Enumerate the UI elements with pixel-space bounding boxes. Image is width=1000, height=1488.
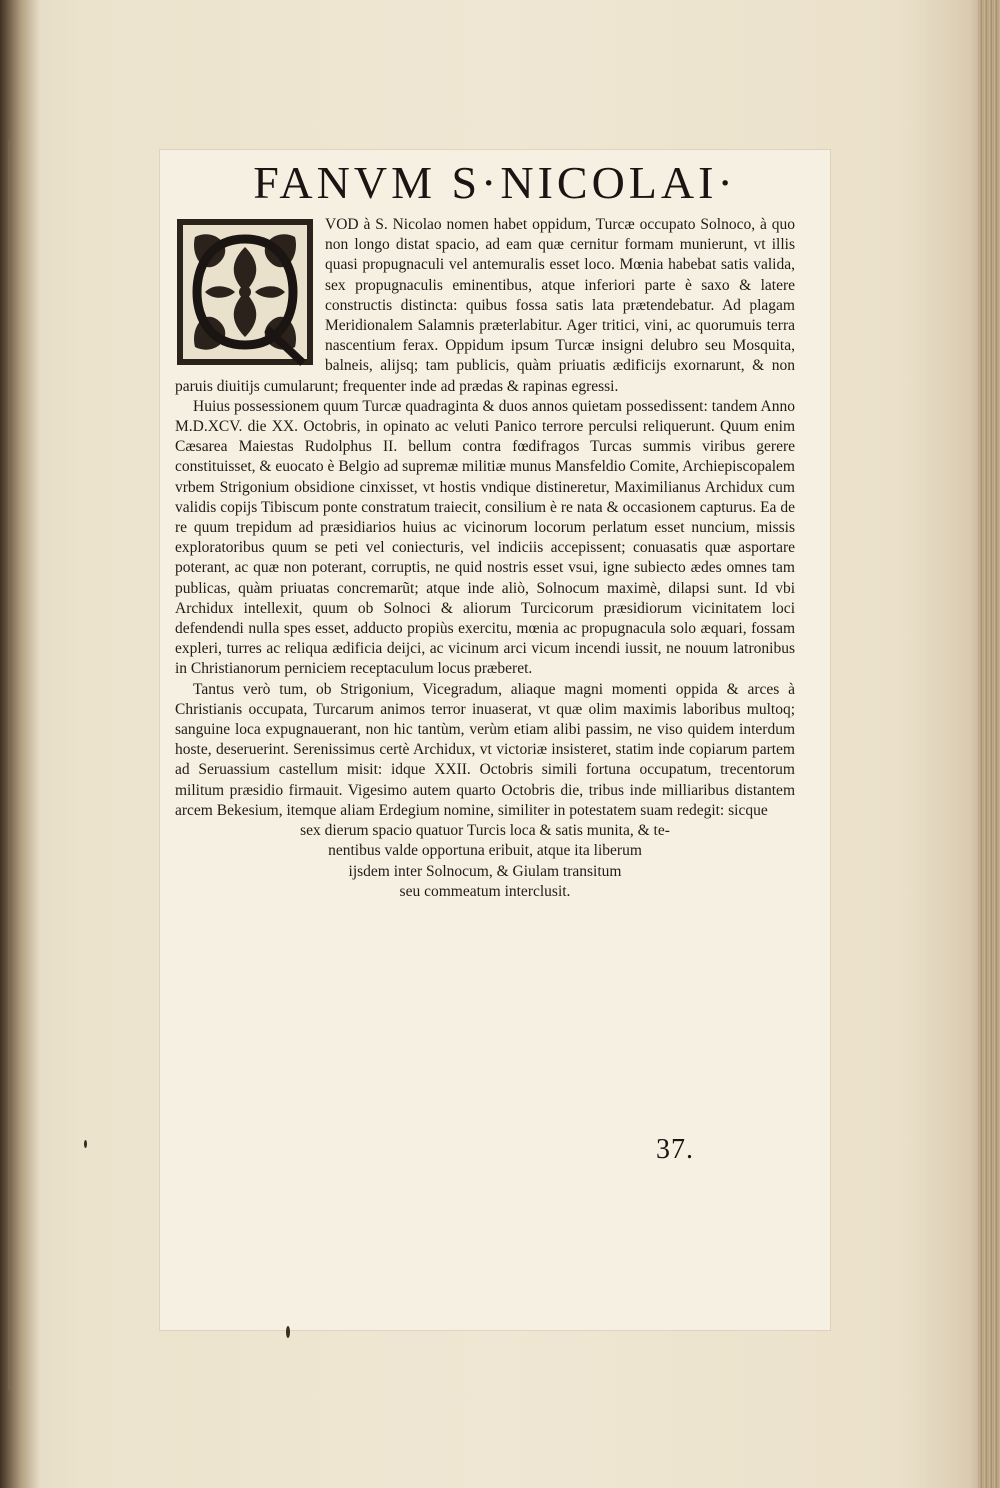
closing-line-4: seu commeatum interclusit. xyxy=(399,882,571,900)
body-text xyxy=(175,215,795,902)
paragraph-3: Tantus verò tum, ob Strigonium, Vicegradum, aliaque magni momenti oppida & arces à Christianis occupata, Turcarum animos terror inuaserat, vt quæ olim maximis laboribus multoq; sanguine loca expugnauerant, non hic tantùm, verùm etiam alibi passim, ne viso quidem interdum hoste, deseruerint. Serenissimus certè Archidux, vt victoriæ insisteret, statim inde copiarum partem ad Seruassium castellum misit: idque XXII. Octobris simili fortuna occupatum, trecentorum militum præsidio firmauit. Vigesimo autem quarto Octobris die, tribus inde milliaribus distantem arcem Bekesium, itemque aliam Erdegium nomine, similiter in potestatem suam redegit: sicque xyxy=(175,680,795,819)
paragraph-2: Huius possessionem quum Turcæ quadraginta & duos annos quietam possedissent: tandem Anno M.D.XCV. die XX. Octobris, in opinato ac veluti Panico terrore perculsi reliquerunt. Quum enim Cæsarea Maiestas Rudolphus II. bellum contra fœdifragos Turcas summis viribus gerere constituisset, & euocato è Belgio ad supremæ militiæ munus Mansfeldio Comite, Archiepiscopalem vrbem Strigonium obsidione cinxisset, vt hostis vndique distineretur, Maximilianus Archidux cum validis copijs Tibiscum ponte constratum traiecit, consilium è re nata & occasionem capturus. Ea de re quum trepidum ad præsidiarios huius ac vicinorum locorum perlatum esset nuncium, missis exploratoribus quum se peti vel coniecturis, vel indiciis accepissent; conuasatis quæ asportare poterant, ac quæ non poterant, corruptis, ne quid nostris esset vsui, igne subiecto ædes omnes tam publicas, quàm priuatas concremarũt; atque inde aliò, Solnocum maximè, dilapsi sunt. Id vbi Archidux intellexit, quum ob Solnoci & aliorum Turcicorum præsidiorum vicinitatem loci defendendi nulla spes esset, adducto propiùs exercitu, mœnia ac propugnacula solo æquari, fossam expleri, turres ac reliqua ædificia deijci, ac vicinum arci vicum incendi iussit, ne nouum latronibus in Christianorum perniciem receptaculum locus præberet. xyxy=(175,397,795,678)
ink-speck xyxy=(286,1326,290,1338)
page-title: FANVM S·NICOLAI· xyxy=(253,157,737,208)
page-content xyxy=(175,155,795,902)
closing-line-2: nentibus valde opportuna eribuit, atque ita liberum xyxy=(328,842,642,860)
ornate-initial-icon xyxy=(175,217,315,367)
drop-cap-initial xyxy=(175,217,315,367)
right-page-edges xyxy=(978,0,1000,1488)
paragraph-1: VOD à S. Nicolao nomen habet oppidum, Turcæ occupato Solnoco, à quo non longo distat spacio, ad eam quæ cernitur formam munierunt, vt illis quasi propugnaculi vel antemuralis esset loco. Mœnia habebat satis valida, sex propugnaculis eminentibus, atque inferiori parte è saxo & latere constructis distincta: quibus fossa satis lata prætendebatur. Ad plagam Meridionalem Salamnis præterlabitur. Ager tritici, vini, ac quorumuis terra nascentium ferax. Oppidum ipsum Turcæ insigni delubro seu Mosquita, balneis, alijsq; tam publicis, quàm priuatis ædificijs exornarunt, & non paruis diuitijs cumularunt; frequenter inde ad prædas & rapinas egressi. xyxy=(175,216,795,395)
closing-line-1: sex dierum spacio quatuor Turcis loca & satis munita, & te- xyxy=(300,822,670,840)
left-page-edge xyxy=(8,140,10,1390)
left-page-gutter xyxy=(0,0,40,1488)
ink-speck xyxy=(84,1140,87,1148)
page-number: 37. xyxy=(656,1134,694,1165)
closing-line-3: ijsdem inter Solnocum, & Giulam transitum xyxy=(348,862,622,880)
